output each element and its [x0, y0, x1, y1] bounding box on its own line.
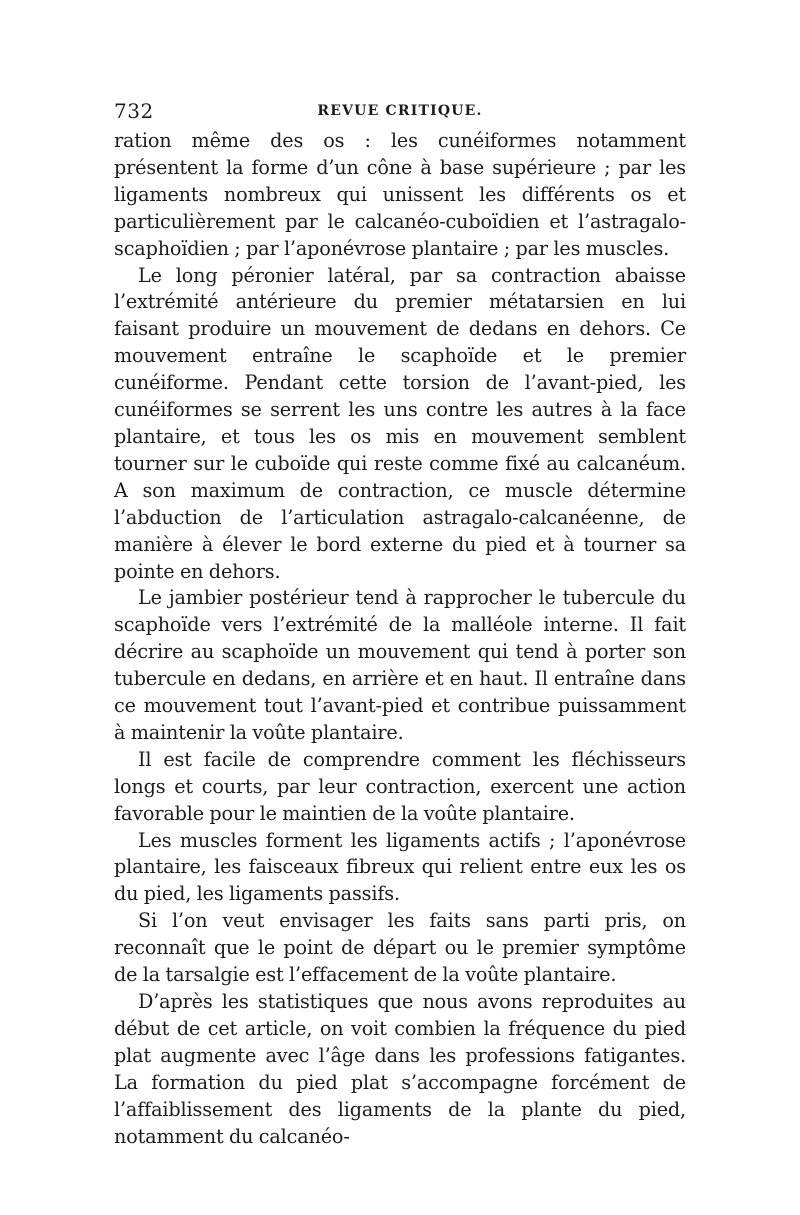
paragraph-statistiques: D’après les statistiques que nous avons reproduites au début de cet article, on voit combien la fréquence du pied plat augmente avec l’âge dans les professions fatigantes. La formation du pied plat s’accompagne forcément de l’affaiblissement des ligaments de la plante du pied, notamment du calcanéo- [114, 990, 686, 1148]
paragraph-ligaments: Les muscles forment les ligaments actifs ; l’aponévrose plantaire, les faisceaux fibreux qui relient entre eux les os du pied, les ligaments passifs. [114, 828, 686, 906]
paragraph-long-peronier: Le long péronier latéral, par sa contraction abaisse l’extrémité antérieure du premier métatarsien en lui faisant produire un mouvement de dedans en dehors. Ce mouvement entraîne le scaphoïde et le premier cunéiforme. Pendant cette torsion de l’avant-pied, les cunéiformes se serrent les uns contre les autres à la face plantaire, et tous les os mis en mouvement semblent tourner sur le cuboïde qui reste comme fixé au calcanéum. A son maximum de contraction, ce muscle détermine l’abduction de l’articulation astragalo-calcanéenne, de manière à élever le bord externe du pied et à tourner sa pointe en dehors. [114, 263, 686, 583]
running-title: REVUE CRITIQUE. [317, 103, 483, 119]
running-head [114, 98, 686, 124]
paragraph-jambier-posterieur: Le jambier postérieur tend à rapprocher le tubercule du scaphoïde vers l’extrémité de la malléole interne. Il fait décrire au scaphoïde un mouvement qui tend à porter son tubercule en dedans, en arrière et en haut. Il entraîne dans ce mouvement tout l’avant-pied et contribue puissamment à maintenir la voûte plantaire. [114, 586, 686, 744]
body-text [114, 128, 686, 1150]
paragraph-flechisseurs: Il est facile de comprendre comment les fléchisseurs longs et courts, par leur contraction, exercent une action favorable pour le maintien de la voûte plantaire. [114, 747, 686, 825]
paragraph-tarsalgie: Si l’on veut envisager les faits sans parti pris, on reconnaît que le point de départ ou le premier symptôme de la tarsalgie est l’effacement de la voûte plantaire. [114, 909, 686, 987]
paragraph-continuation: ration même des os : les cunéiformes notamment présentent la forme d’un cône à base supérieure ; par les ligaments nombreux qui unissent les différents os et particulièrement par le calcanéo-cuboïdien et l’astragalo-scaphoïdien ; par l’aponévrose plantaire ; par les muscles. [114, 129, 686, 260]
page-number: 732 [114, 99, 154, 123]
